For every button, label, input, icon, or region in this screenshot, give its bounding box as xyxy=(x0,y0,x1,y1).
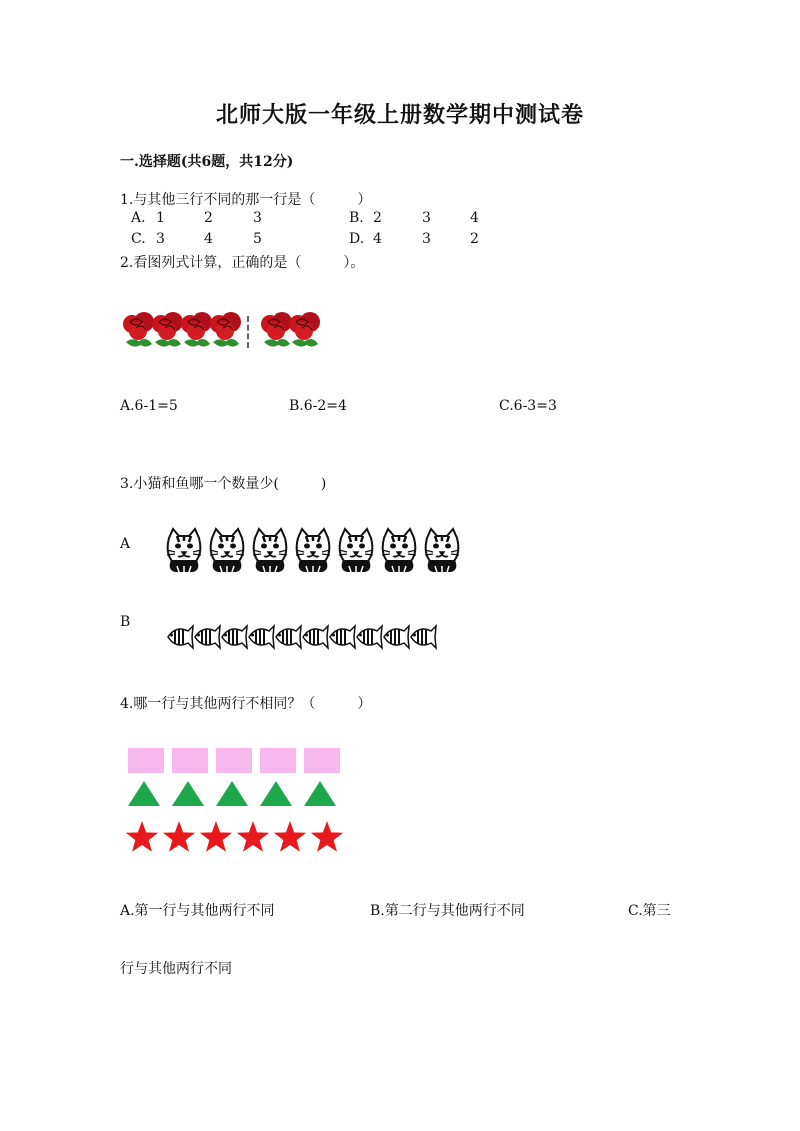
q1-option-b-num-1: 2 xyxy=(373,210,382,226)
page-title: 北师大版一年级上册数学期中测试卷 xyxy=(215,102,584,128)
pink-rectangle-4 xyxy=(260,748,296,773)
shapes-picture xyxy=(124,744,352,856)
fish-10 xyxy=(411,626,436,648)
roses-picture xyxy=(120,302,328,354)
rose-flower-4 xyxy=(210,312,241,347)
fish-9 xyxy=(384,626,409,648)
rose-flower-5 xyxy=(261,312,292,347)
fish-3 xyxy=(222,626,247,648)
question-2-stem: 2.看图列式计算，正确的是（ ）。 xyxy=(120,255,365,271)
q3-label-b[interactable]: B xyxy=(120,614,131,630)
q1-option-b-num-2: 3 xyxy=(422,210,431,226)
question-3-stem: 3.小猫和鱼哪一个数量少( ) xyxy=(120,476,327,492)
cat-1 xyxy=(167,529,201,572)
red-star-1 xyxy=(126,821,158,852)
cat-5 xyxy=(339,529,373,572)
q1-option-d-num-2: 3 xyxy=(422,231,431,247)
rose-flower-3 xyxy=(181,312,212,347)
green-triangle-4 xyxy=(260,781,292,806)
q1-option-a-num-1: 1 xyxy=(156,210,165,226)
pink-rectangle-3 xyxy=(216,748,252,773)
q1-option-c-num-2: 4 xyxy=(204,231,213,247)
q4-option-a[interactable]: A.第一行与其他两行不同 xyxy=(120,903,275,919)
q4-option-c-continued: 行与其他两行不同 xyxy=(120,961,232,977)
red-star-2 xyxy=(163,821,195,852)
q2-option-b[interactable]: B.6-2=4 xyxy=(289,398,347,414)
pink-rectangle-1 xyxy=(128,748,164,773)
q4-option-c[interactable]: C.第三 xyxy=(628,903,671,919)
rose-flower-2 xyxy=(152,312,183,347)
green-triangle-2 xyxy=(172,781,204,806)
red-star-3 xyxy=(200,821,232,852)
rose-flower-1 xyxy=(123,312,154,347)
red-star-6 xyxy=(311,821,343,852)
q1-option-d-letter: D. xyxy=(349,231,365,247)
fish-7 xyxy=(330,626,355,648)
q1-option-a-letter: A. xyxy=(131,210,146,226)
q1-option-a-num-3: 3 xyxy=(253,210,262,226)
q1-option-b-letter: B. xyxy=(349,210,364,226)
q3-label-a[interactable]: A xyxy=(120,536,131,552)
fish-4 xyxy=(249,626,274,648)
fish-5 xyxy=(276,626,301,648)
fish-8 xyxy=(357,626,382,648)
green-triangle-1 xyxy=(128,781,160,806)
question-4-stem: 4.哪一行与其他两行不相同？（ ） xyxy=(120,696,372,712)
section-heading: 一.选择题(共6题，共12分) xyxy=(120,154,294,170)
q1-option-b-num-3: 4 xyxy=(470,210,479,226)
rose-flower-6 xyxy=(289,312,320,347)
cat-2 xyxy=(210,529,244,572)
q1-option-a-num-2: 2 xyxy=(204,210,213,226)
pink-rectangle-2 xyxy=(172,748,208,773)
q1-option-d-num-3: 2 xyxy=(470,231,479,247)
q1-option-d-num-1: 4 xyxy=(373,231,382,247)
cat-3 xyxy=(253,529,287,572)
red-star-4 xyxy=(237,821,269,852)
fish-1 xyxy=(168,626,193,648)
q2-option-a[interactable]: A.6-1=5 xyxy=(120,398,178,414)
q1-option-c-letter: C. xyxy=(131,231,146,247)
q4-option-b[interactable]: B.第二行与其他两行不同 xyxy=(370,903,525,919)
q1-option-c-num-1: 3 xyxy=(156,231,165,247)
q2-option-c[interactable]: C.6-3=3 xyxy=(499,398,557,414)
green-triangle-3 xyxy=(216,781,248,806)
cats-picture xyxy=(163,526,467,574)
red-star-5 xyxy=(274,821,306,852)
fish-6 xyxy=(303,626,328,648)
green-triangle-5 xyxy=(304,781,336,806)
fish-picture xyxy=(164,621,440,653)
cat-7 xyxy=(425,529,459,572)
cat-4 xyxy=(296,529,330,572)
cat-6 xyxy=(382,529,416,572)
fish-2 xyxy=(195,626,220,648)
question-1-stem: 1.与其他三行不同的那一行是（ ） xyxy=(120,192,372,208)
q1-option-c-num-3: 5 xyxy=(253,231,262,247)
pink-rectangle-5 xyxy=(304,748,340,773)
